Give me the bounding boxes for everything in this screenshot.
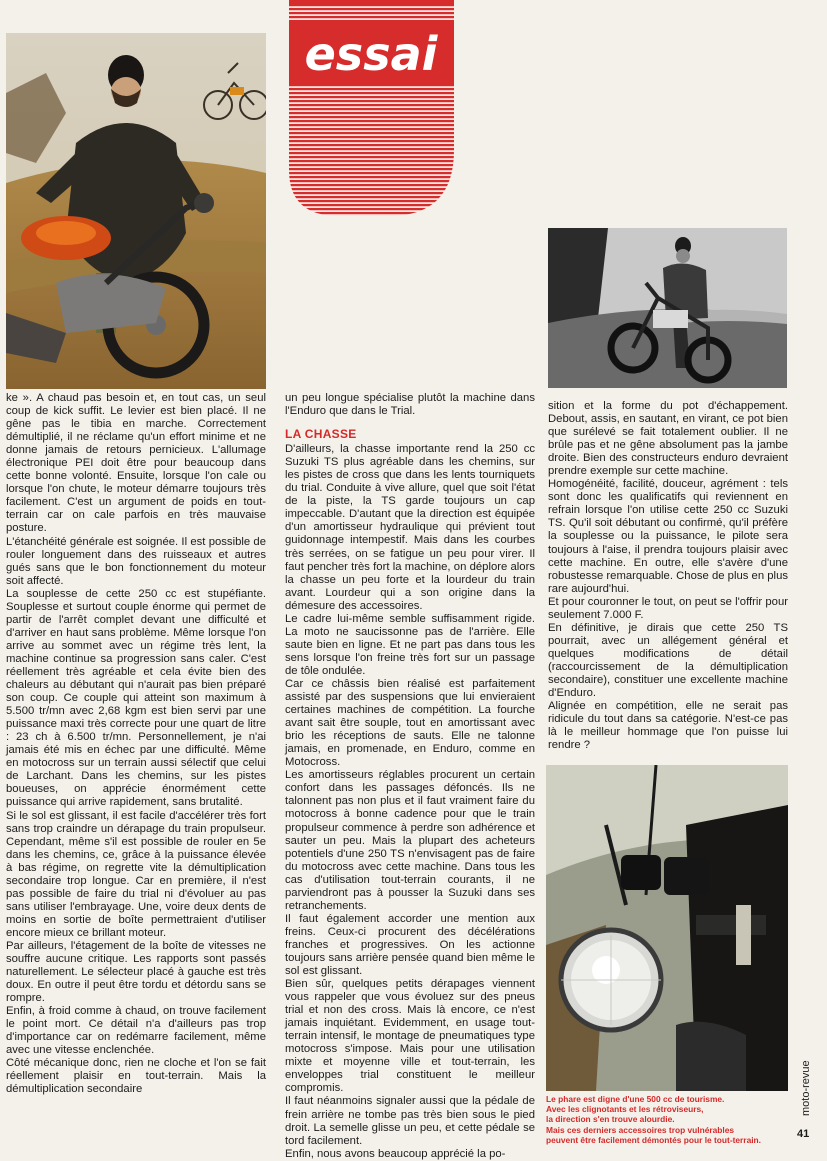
col2-paragraph: Bien sûr, quelques petits dérapages viennent vous rappeler que vous évoluez sur des pneus trial et non des cross. Mais là encore, ce n'est jamais inquiétant. Evidemment, en usage tout-terrain intensif, le montage de pneumatiques type motocross s'impose. Mais pour une utilisation mixte et moyenne ville et tout-terrain, les enveloppes trial constituent le meilleur compromis. xyxy=(285,978,535,1095)
caption-line: Avec les clignotants et les rétroviseurs, xyxy=(546,1104,704,1115)
page-number: 41 xyxy=(797,1128,810,1140)
column-2 xyxy=(285,392,535,1161)
col3-paragraph: Homogénéité, facilité, douceur, agrément : tels sont donc les qualificatifs qui reviennent en refrain lorsque l'on utilise cette 250 cc Suzuki TS. Qu'il soit débutant ou confirmé, qu'il préfère la souplesse ou la puissance, le pilote sera toujours à l'aise, il prendra toujours plaisir avec cette machine. En outre, elle s'avère d'une robustesse remarquable. Chose de plus en plus rare aujourd'hui. xyxy=(548,478,788,595)
photo-rider-orange-motorcycle xyxy=(6,33,266,389)
col2-paragraph: Il faut également accorder une mention aux freins. Ceux-ci procurent des décélérations franches et progressives. On les actionne toujours sans arrière pensée quand bien même le sol est glissant. xyxy=(285,912,535,978)
caption-line: peuvent être facilement démontés pour le tout-terrain. xyxy=(546,1134,761,1145)
caption-line: Mais ces derniers accessoires trop vulnérables xyxy=(546,1124,735,1135)
section-heading-la-chasse: LA CHASSE xyxy=(285,427,357,442)
col2-paragraph: Le cadre lui-même semble suffisamment rigide. La moto ne saucissonne pas de l'arrière. Elle saute bien en ligne. Et ne part pas dans tous les sens lorsque l'on freine très fort sur un passage de tôle ondulée. xyxy=(285,612,535,677)
col1-paragraph: L'étanchéité générale est soignée. Il est possible de rouler longuement dans des ruisseaux et autres gués sans que le bon fonctionnement du moteur soit affecté. xyxy=(6,535,266,587)
essai-logo xyxy=(289,0,454,216)
col1-paragraph: La souplesse de cette 250 cc est stupéfiante. Souplesse et surtout couple énorme qui permet de partir de l'arrêt complet devant une difficulté et d'arriver en haut sans problème. Même lorsque l'on arrive au sommet avec un régime très lent, la machine continue sa progression sans caler. C'est réellement très agréable et cela évite bien des chaleurs au débutant qui n'aurait pas bien préparé son coup. Ce couple qui atteint son maximum à 5.500 tr/mn avec 2,68 kgm est bien servi par une puissance maxi très correcte pour une quart de litre : 23 ch à 6.500 tr/mn. Personnellement, je n'ai jamais été mis en échec par une difficulté. Même en motocross sur un terrain aussi sélectif que celui de Larchant. Dans les chemins, sur les pistes boueuses, on apprécie énormément cette puissance qui arrive rapidement, sans brutalité. xyxy=(6,587,266,809)
essai-logo-text: essai xyxy=(304,27,438,81)
col2-paragraph: Il faut néanmoins signaler aussi que la pédale de frein arrière ne tombe pas très bien sous le pied droit. La semelle glisse un peu, et cette pédale se tord facilement. xyxy=(285,1095,535,1147)
col3-paragraph: Alignée en compétition, elle ne serait pas ridicule du tout dans sa catégorie. N'est-ce pas là le meilleur hommage que l'on puisse lui rendre ? xyxy=(548,700,788,752)
caption-line: la direction s'en trouve alourdie. xyxy=(546,1114,675,1125)
col2-paragraph: Enfin, nous avons beaucoup apprécié la po- xyxy=(285,1147,506,1160)
col2-intro: un peu longue spécialise plutôt la machine dans l'Enduro que dans le Trial. xyxy=(285,392,535,418)
col2-paragraph: D'ailleurs, la chasse importante rend la 250 cc Suzuki TS plus agréable dans les chemins, sur les pistes de cross que dans les lents tourniquets du trial. Conduite à vive allure, quel que soit l'état de la piste, la TS garde toujours un cap impeccable. D'autant que la direction est équipée d'un amortisseur hydraulique qui prévient tout guidonnage intempestif. Mais dans les courbes très serrées, on se fatigue un peu pour virer. Il faut pencher très fort la machine, on déplore alors la chasse un peu forte et la lourdeur du train avant. Lourdeur qui a son origine dans la démesure des accessoires. xyxy=(285,443,535,612)
column-1 xyxy=(6,392,266,1097)
photo-rider-trail-bike xyxy=(548,228,787,388)
col3-paragraph: En définitive, je dirais que cette 250 TS pourrait, avec un allégement général et quelques modifications de détail (raccourcissement de la démultiplication secondaire), constituer une excellente machine d'Enduro. xyxy=(548,621,788,700)
column-3 xyxy=(548,400,788,752)
col1-paragraph: ke ». A chaud pas besoin et, en tout cas, un seul coup de kick suffit. Le levier est bien placé. Il ne gêne pas le tibia en marche. Correctement démultiplié, il ne réclame qu'un effort minime et ne donne jamais de retours pernicieux. L'allumage électronique PEI doit être pour beaucoup dans cette bonne volonté. Ensuite, lorsque l'on cale ou lorsque l'on chute, le moteur démarre toujours très facilement. C'est un argument de poids en tout-terrain car on cale parfois en très mauvaise posture. xyxy=(6,392,266,535)
photo-headlight-closeup xyxy=(546,765,788,1091)
col1-paragraph: Si le sol est glissant, il est facile d'accélérer très fort sans trop craindre un dérapage du train propulseur. Cependant, même s'il est possible de rouler en 5e dans les chemins, ce, grâce à la puissance élevée à bas régime, on regrette vite la démultiplication secondaire trop longue. Car en première, il n'est pas possible de faire du trial ni d'évoluer au pas sans utiliser l'embrayage. Une, voire deux dents de moins en sortie de boîte permettraient d'utiliser encore mieux ce brillant moteur. xyxy=(6,809,266,939)
magazine-name: moto-revue xyxy=(800,1060,812,1116)
col1-paragraph: Par ailleurs, l'étagement de la boîte de vitesses ne souffre aucune critique. Les rapports sont passés naturellement. Le sélecteur placé à gauche est très doux. En outre il peut être tordu et détordu sans se rompre. xyxy=(6,939,266,1005)
col2-paragraph: Les amortisseurs réglables procurent un certain confort dans les passages défoncés. Ils ne talonnent pas non plus et il faut vraiment faire du motocross à bonne cadence pour que le train propulseur commence à perdre son adhérence et sauter un peu. Mais la plupart des acheteurs potentiels d'une 250 TS n'envisagent pas de faire du motocross avec cette machine. Dans tous les cas d'utilisation tout-terrain courants, il ne parviendront pas à pousser la Suzuki dans ses retranchements. xyxy=(285,769,535,912)
col3-paragraph: sition et la forme du pot d'échappement. Debout, assis, en sautant, en virant, ce pot bien que surélevé se fait totalement oublier. Il ne brûle pas et ne gêne absolument pas la jambe droite. Bien des constructeurs enduro devraient prendre exemple sur cette machine. xyxy=(548,400,788,478)
col2-paragraph: Car ce châssis bien réalisé est parfaitement assisté par des suspensions que lui envieraient certaines machines de compétition. La fourche avant sait être souple, tout en amortissant avec brio les réceptions de sauts. Elle ne talonne jamais, en promenade, en Enduro, comme en Motocross. xyxy=(285,677,535,769)
caption-line: Le phare est digne d'une 500 cc de tourisme. xyxy=(546,1094,725,1104)
col1-paragraph: Enfin, à froid comme à chaud, on trouve facilement le point mort. Ce détail n'a d'ailleurs pas trop d'importance car on redémarre facilement, même avec une vitesse enclenchée. xyxy=(6,1005,266,1057)
col1-paragraph: Côté mécanique donc, rien ne cloche et l'on se fait réellement plaisir en tout-terrain. Mais la démultiplication secondaire xyxy=(6,1057,266,1096)
col3-paragraph: Et pour couronner le tout, on peut se l'offrir pour seulement 7.000 F. xyxy=(548,595,788,621)
magazine-name-vertical xyxy=(790,1048,820,1118)
photo-caption xyxy=(546,1094,786,1145)
